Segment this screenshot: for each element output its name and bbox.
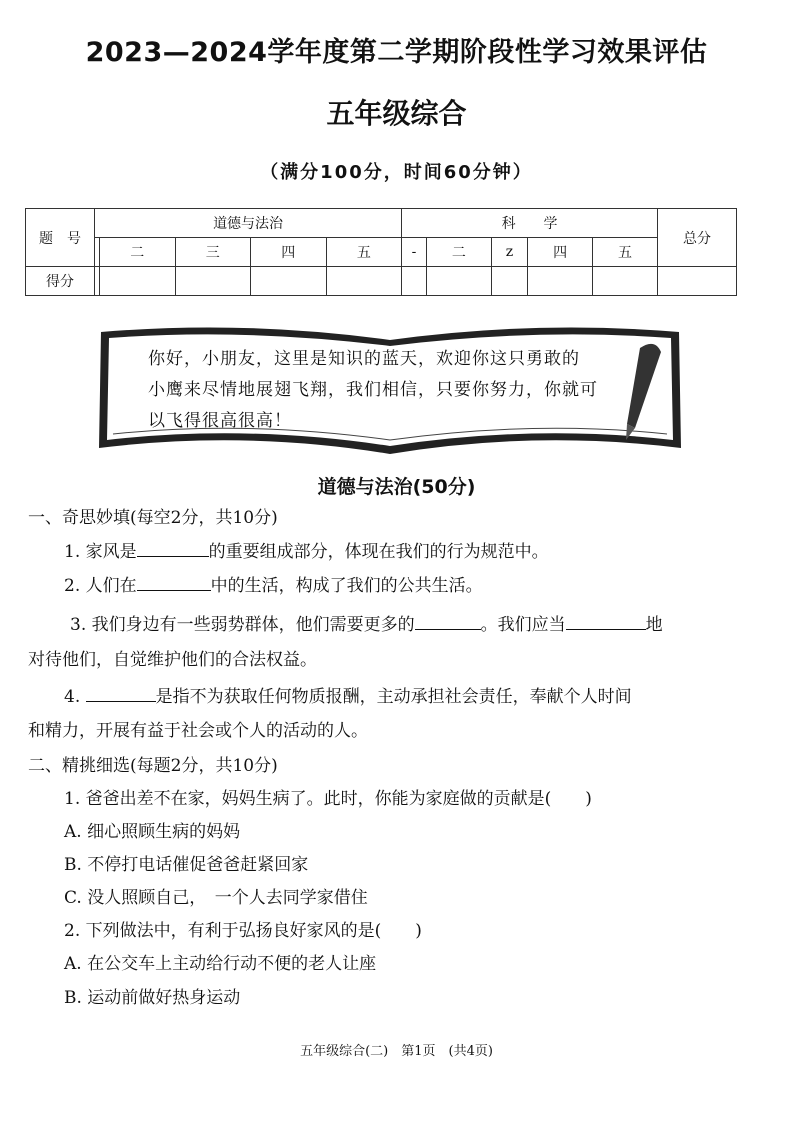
question-1-3-cont: 对待他们，自觉维护他们的合法权益。 xyxy=(28,650,317,670)
part1-heading: 一、奇思妙填(每空2分，共10分) xyxy=(28,508,278,528)
score-cell xyxy=(402,267,427,296)
col-kexue-2: 二 xyxy=(426,238,491,267)
col-kexue-5: 五 xyxy=(593,238,658,267)
section-title: 道德与法治(50分) xyxy=(317,476,476,498)
question-1-4: 4. 是指不为获取任何物质报酬，主动承担社会责任，奉献个人时间 xyxy=(64,687,632,707)
label-tihao: 题 号 xyxy=(26,209,95,267)
option-2-1-a[interactable]: A. 细心照顾生病的妈妈 xyxy=(64,822,241,842)
col-daode-2: 二 xyxy=(100,238,176,267)
score-cell xyxy=(100,267,176,296)
option-2-2-a[interactable]: A. 在公交车上主动给行动不便的老人让座 xyxy=(64,954,377,974)
col-kexue-1: - xyxy=(402,238,427,267)
score-cell xyxy=(593,267,658,296)
banner-text: 你好，小朋友，这里是知识的蓝天，欢迎你这只勇敢的 小鹰来尽情地展翅飞翔，我们相信，只要你努力，你就可 以飞得很高很高！ xyxy=(148,349,598,431)
col-daode-3: 三 xyxy=(175,238,251,267)
part2-heading: 二、精挑细选(每题2分，共10分) xyxy=(28,756,278,776)
option-2-1-b[interactable]: B. 不停打电话催促爸爸赶紧回家 xyxy=(64,855,309,875)
group-daode: 道德与法治 xyxy=(95,209,402,238)
col-kexue-3: z xyxy=(491,238,527,267)
exam-subtitle: 五年级综合 xyxy=(326,97,467,130)
col-daode-5: 五 xyxy=(326,238,402,267)
question-1-4-cont: 和精力，开展有益于社会或个人的活动的人。 xyxy=(28,721,368,741)
answer-blank[interactable] xyxy=(137,574,211,591)
col-daode-4: 四 xyxy=(251,238,327,267)
group-kexue: 科 学 xyxy=(402,209,658,238)
option-2-1-c[interactable]: C. 没人照顾自己， 一个人去同学家借住 xyxy=(64,888,368,908)
score-cell xyxy=(491,267,527,296)
score-table xyxy=(25,208,737,296)
answer-blank[interactable] xyxy=(415,613,481,630)
label-total: 总分 xyxy=(658,209,737,267)
score-cell xyxy=(326,267,402,296)
question-1-1: 1. 家风是 的重要组成部分，体现在我们的行为规范中。 xyxy=(64,542,549,562)
question-1-3: 3. 我们身边有一些弱势群体，他们需要更多的 。我们应当 地 xyxy=(70,615,663,635)
col-kexue-4: 四 xyxy=(528,238,593,267)
answer-blank[interactable] xyxy=(86,685,156,702)
score-cell xyxy=(175,267,251,296)
page-footer: 五年级综合(二) 第1页 (共4页) xyxy=(300,1044,493,1059)
option-2-2-b[interactable]: B. 运动前做好热身运动 xyxy=(64,988,241,1008)
answer-blank[interactable] xyxy=(566,613,646,630)
score-cell xyxy=(426,267,491,296)
score-cell xyxy=(251,267,327,296)
exam-title: 2023—2024学年度第二学期阶段性学习效果评估 xyxy=(85,37,708,68)
question-2-2: 2. 下列做法中，有利于弘扬良好家风的是( ) xyxy=(64,921,422,941)
score-cell xyxy=(528,267,593,296)
answer-blank[interactable] xyxy=(137,540,209,557)
question-1-2: 2. 人们在 中的生活，构成了我们的公共生活。 xyxy=(64,576,483,596)
exam-meta: （满分100分，时间60分钟） xyxy=(260,162,533,183)
label-defen: 得分 xyxy=(26,267,95,296)
score-cell xyxy=(658,267,737,296)
question-2-1: 1. 爸爸出差不在家，妈妈生病了。此时，你能为家庭做的贡献是( ) xyxy=(64,789,592,809)
